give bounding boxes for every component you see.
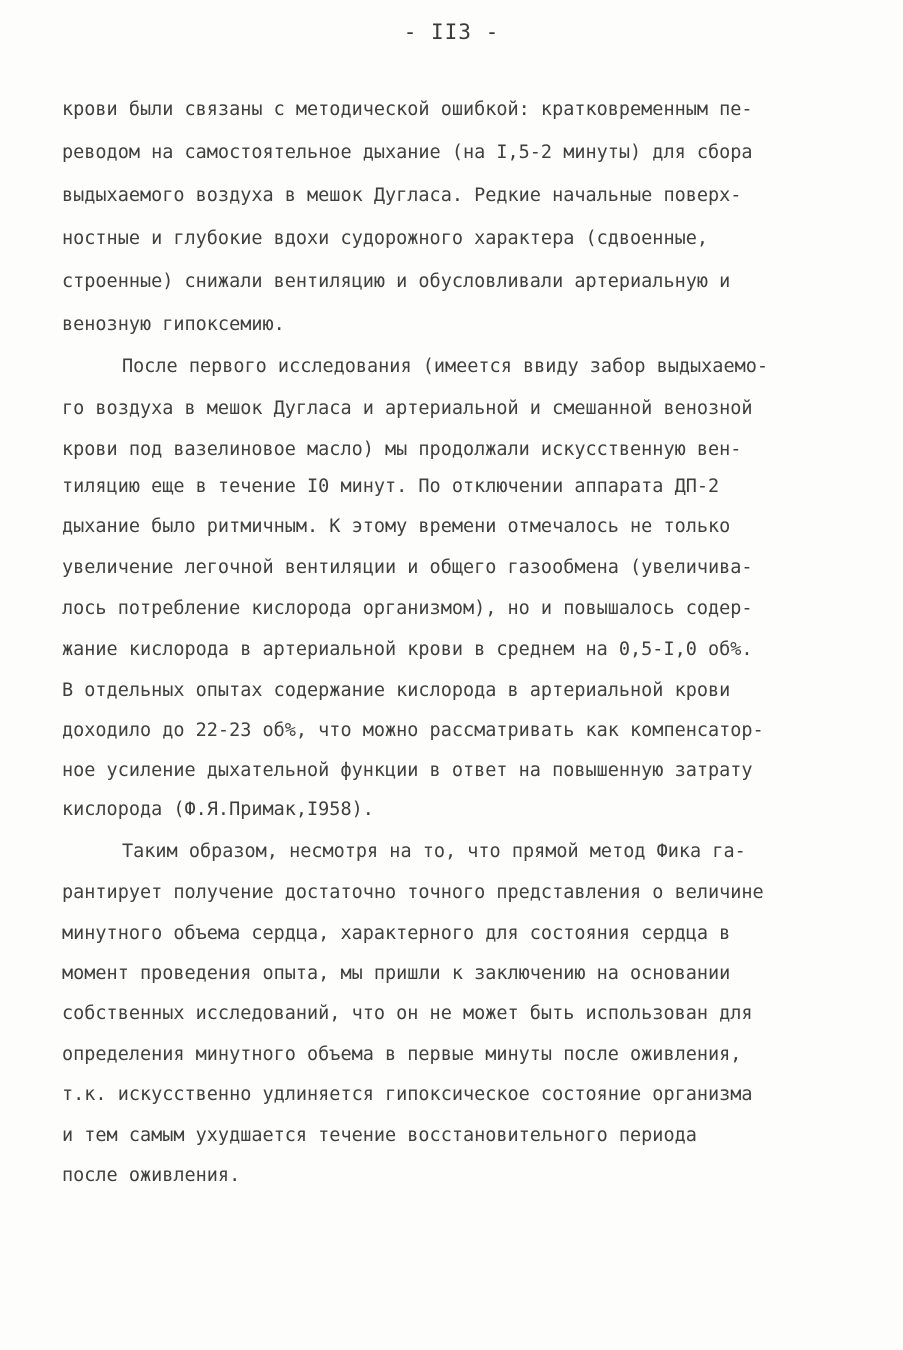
text-line: кислорода (Ф.Я.Примак,I958).	[62, 799, 374, 820]
text-line: крови под вазелиновое масло) мы продолжали искусственную вен-	[62, 439, 742, 460]
text-line: го воздуха в мешок Дугласа и артериальной и смешанной венозной	[62, 398, 753, 419]
text-line: рантирует получение достаточно точного представления о величине	[62, 882, 764, 903]
text-line: После первого исследования (имеется ввиду забор выдыхаемо-	[122, 356, 769, 377]
text-line: тиляцию еще в течение I0 минут. По отключении аппарата ДП-2	[62, 476, 720, 497]
text-line: реводом на самостоятельное дыхание (на I,5-2 минуты) для сбора	[62, 142, 753, 163]
text-line: лось потребление кислорода организмом), но и повышалось содер-	[62, 598, 753, 619]
text-line: крови были связаны с методической ошибкой: кратковременным пе-	[62, 99, 753, 120]
text-line: ностные и глубокие вдохи судорожного характера (сдвоенные,	[62, 228, 709, 249]
text-line: определения минутного объема в первые минуты после оживления,	[62, 1044, 742, 1065]
page-number: - II3 -	[403, 20, 500, 44]
text-line: венозную гипоксемию.	[62, 314, 285, 335]
text-line: В отдельных опытах содержание кислорода в артериальной крови	[62, 680, 731, 701]
text-line: и тем самым ухудшается течение восстановительного периода	[62, 1125, 697, 1146]
text-line: т.к. искусственно удлиняется гипоксическое состояние организма	[62, 1084, 753, 1105]
text-line: ное усиление дыхательной функции в ответ на повышенную затрату	[62, 760, 753, 781]
text-line: после оживления.	[62, 1165, 241, 1186]
text-line: выдыхаемого воздуха в мешок Дугласа. Редкие начальные поверх-	[62, 185, 742, 206]
text-line: увеличение легочной вентиляции и общего газообмена (увеличива-	[62, 557, 753, 578]
text-line: минутного объема сердца, характерного для состояния сердца в	[62, 923, 731, 944]
text-line: момент проведения опыта, мы пришли к заключению на основании	[62, 963, 731, 984]
text-line: собственных исследований, что он не может быть использован для	[62, 1003, 753, 1024]
text-line: дыхание было ритмичным. К этому времени отмечалось не только	[62, 516, 731, 537]
text-line: Таким образом, несмотря на то, что прямой метод Фика га-	[122, 841, 746, 862]
text-line: жание кислорода в артериальной крови в среднем на 0,5-I,0 об%.	[62, 639, 753, 660]
text-line: строенные) снижали вентиляцию и обусловливали артериальную и	[62, 271, 731, 292]
text-line: доходило до 22-23 об%, что можно рассматривать как компенсатор-	[62, 720, 764, 741]
